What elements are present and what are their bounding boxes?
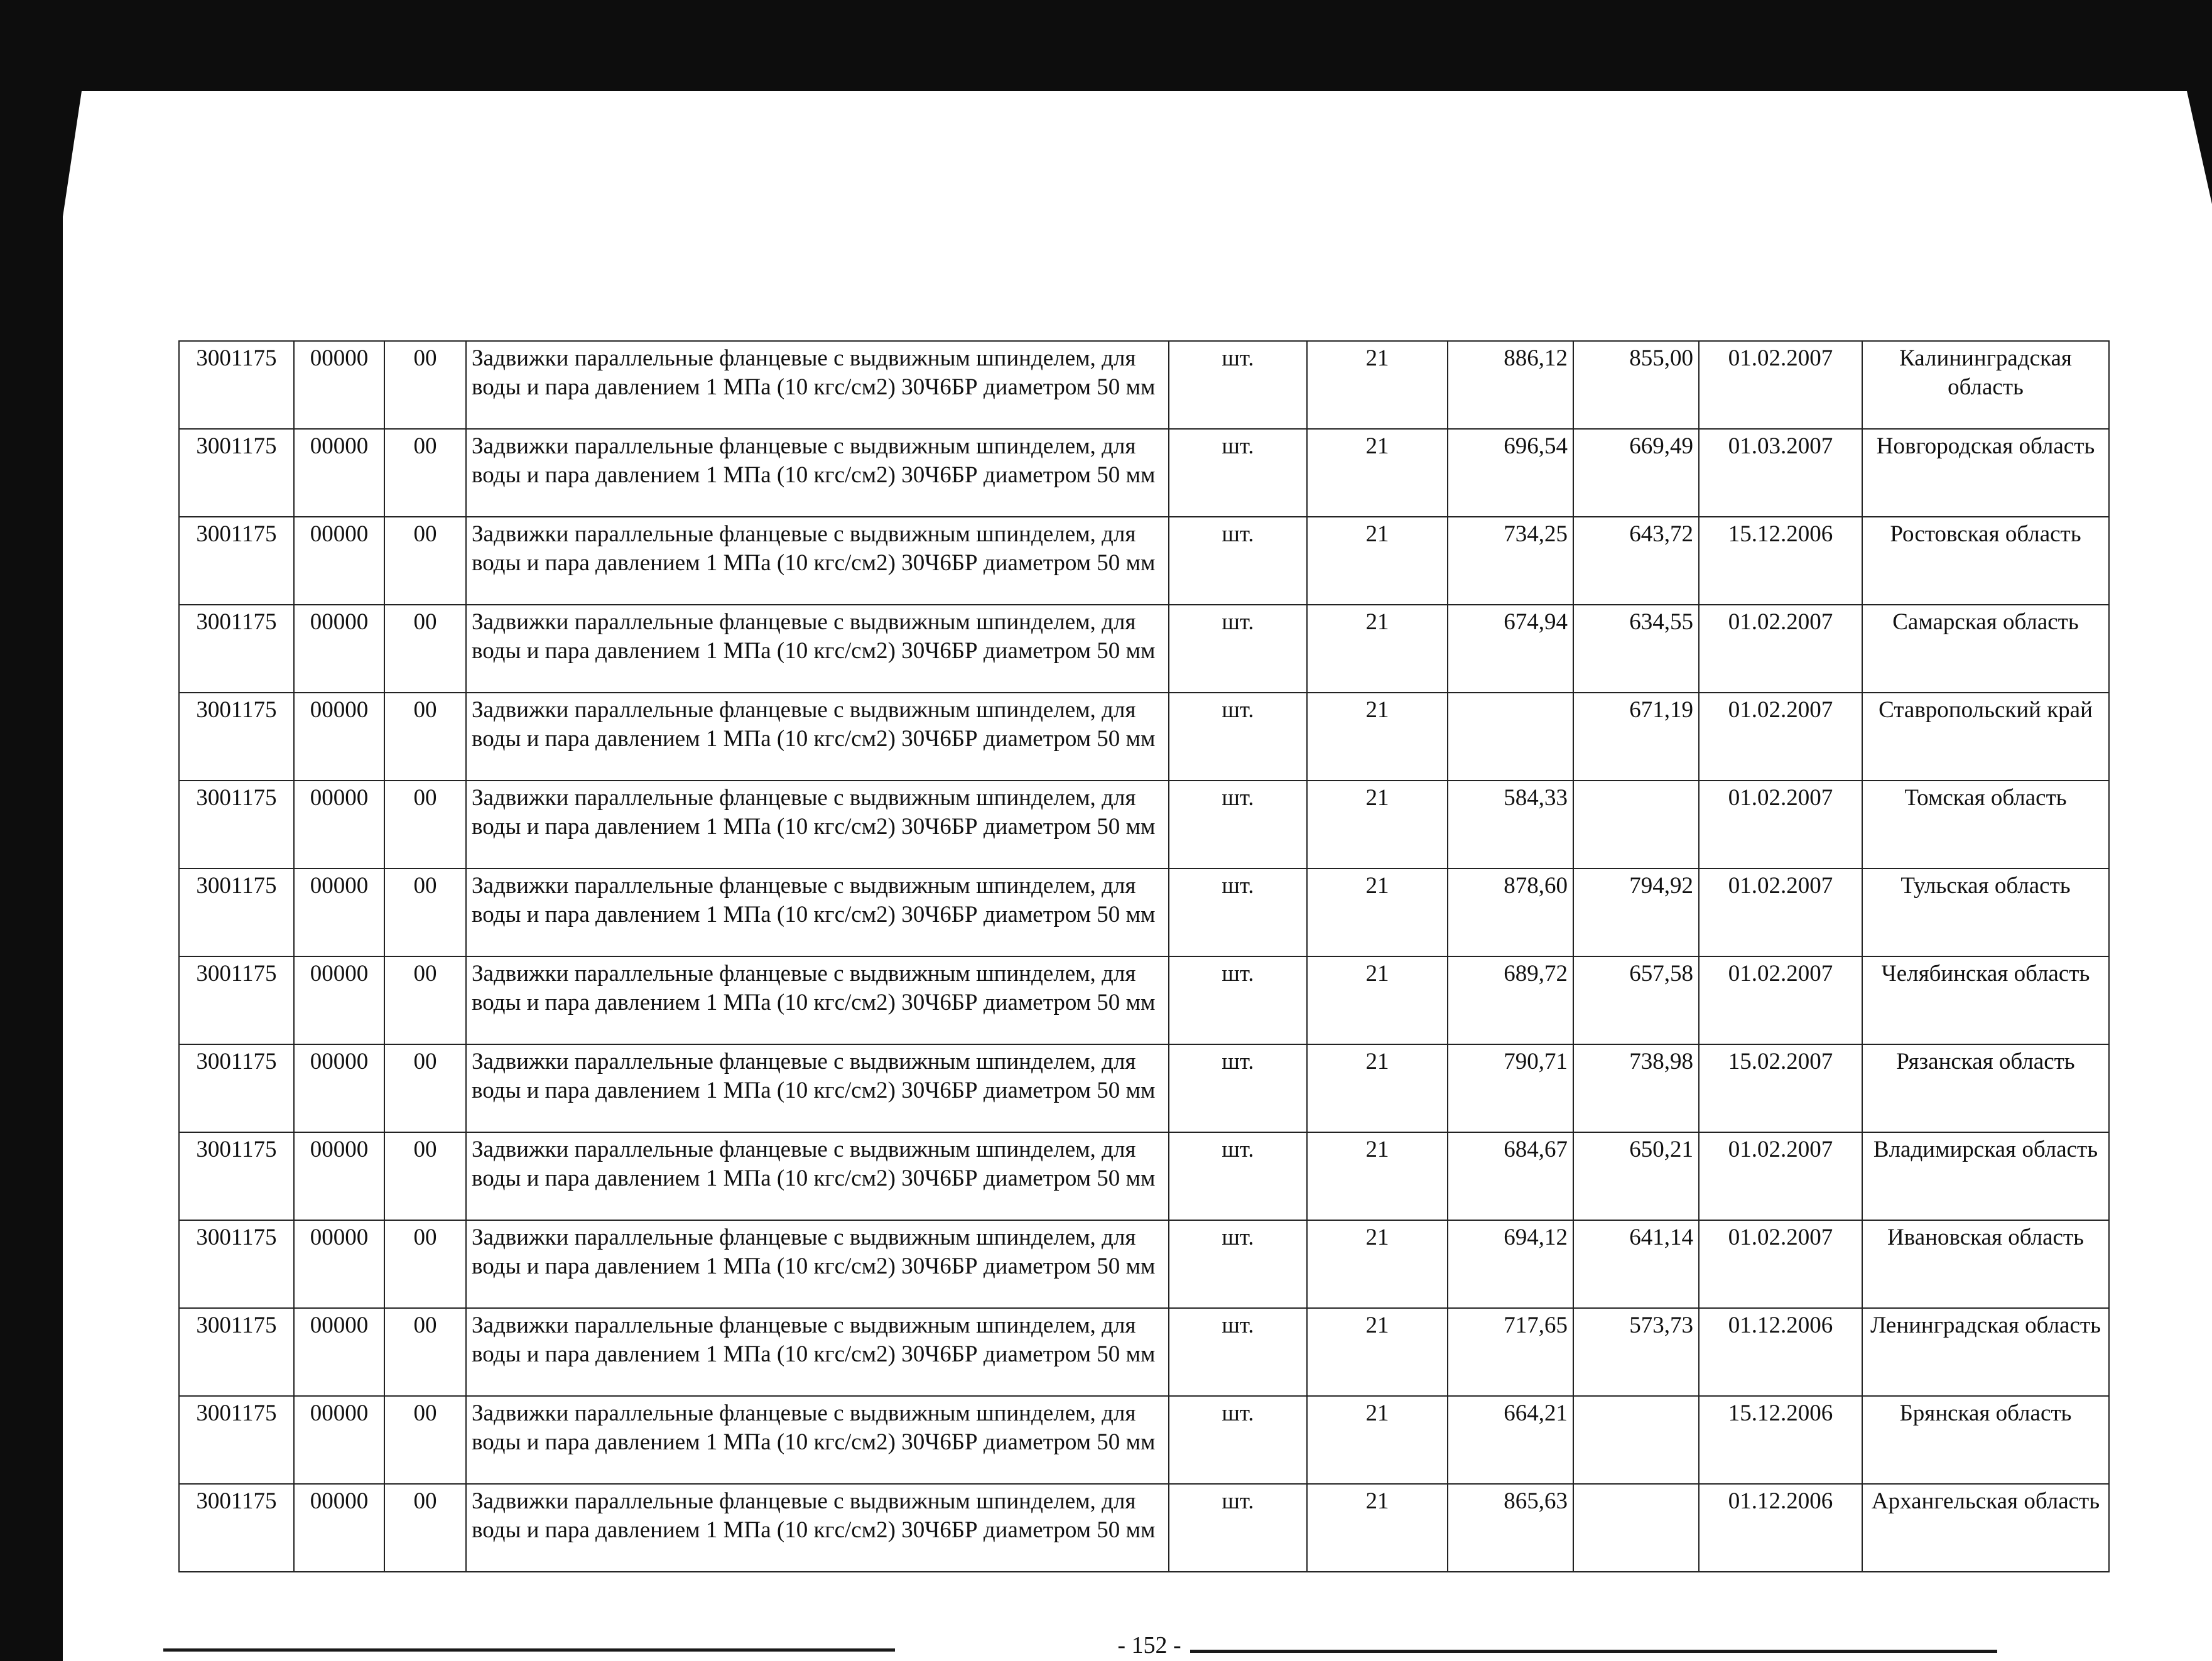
item-code-cell: 3001175	[179, 517, 294, 605]
quantity-cell: 21	[1307, 429, 1448, 517]
item-code-cell: 3001175	[179, 341, 294, 429]
region-cell: Владимирская область	[1862, 1132, 2109, 1220]
item-code-cell: 3001175	[179, 605, 294, 693]
price-without-vat-cell: 855,00	[1573, 341, 1699, 429]
description-cell: Задвижки параллельные фланцевые с выдвижным шпинделем, для воды и пара давлением 1 МПа (10 кгс/см2) 30Ч6БР диаметром 50 мм	[466, 1484, 1169, 1572]
price-without-vat-cell: 650,21	[1573, 1132, 1699, 1220]
description-cell: Задвижки параллельные фланцевые с выдвижным шпинделем, для воды и пара давлением 1 МПа (10 кгс/см2) 30Ч6БР диаметром 50 мм	[466, 1132, 1169, 1220]
version-cell: 00	[384, 956, 466, 1044]
table-row	[179, 956, 2109, 1044]
price-cell: 674,94	[1448, 605, 1573, 693]
table-row	[179, 1044, 2109, 1132]
price-without-vat-cell: 643,72	[1573, 517, 1699, 605]
date-cell: 01.12.2006	[1699, 1484, 1862, 1572]
description-cell: Задвижки параллельные фланцевые с выдвижным шпинделем, для воды и пара давлением 1 МПа (10 кгс/см2) 30Ч6БР диаметром 50 мм	[466, 429, 1169, 517]
quantity-cell: 21	[1307, 693, 1448, 781]
version-cell: 00	[384, 1308, 466, 1396]
item-code-cell: 3001175	[179, 956, 294, 1044]
unit-cell: шт.	[1169, 781, 1307, 868]
description-cell: Задвижки параллельные фланцевые с выдвижным шпинделем, для воды и пара давлением 1 МПа (10 кгс/см2) 30Ч6БР диаметром 50 мм	[466, 1044, 1169, 1132]
description-cell: Задвижки параллельные фланцевые с выдвижным шпинделем, для воды и пара давлением 1 МПа (10 кгс/см2) 30Ч6БР диаметром 50 мм	[466, 605, 1169, 693]
price-cell: 886,12	[1448, 341, 1573, 429]
region-cell: Челябинская область	[1862, 956, 2109, 1044]
sub-code-cell: 00000	[294, 1484, 384, 1572]
price-table	[178, 340, 2110, 1572]
quantity-cell: 21	[1307, 1220, 1448, 1308]
price-without-vat-cell: 634,55	[1573, 605, 1699, 693]
sub-code-cell: 00000	[294, 429, 384, 517]
description-cell: Задвижки параллельные фланцевые с выдвижным шпинделем, для воды и пара давлением 1 МПа (10 кгс/см2) 30Ч6БР диаметром 50 мм	[466, 868, 1169, 956]
price-cell: 734,25	[1448, 517, 1573, 605]
table-row	[179, 1484, 2109, 1572]
unit-cell: шт.	[1169, 1132, 1307, 1220]
sub-code-cell: 00000	[294, 341, 384, 429]
date-cell: 01.03.2007	[1699, 429, 1862, 517]
version-cell: 00	[384, 429, 466, 517]
item-code-cell: 3001175	[179, 1308, 294, 1396]
table-row	[179, 781, 2109, 868]
page-number: - 152 -	[1117, 1632, 1181, 1658]
date-cell: 01.02.2007	[1699, 868, 1862, 956]
region-cell: Ивановская область	[1862, 1220, 2109, 1308]
price-without-vat-cell	[1573, 781, 1699, 868]
table-row	[179, 429, 2109, 517]
scan-edge-right	[2187, 91, 2212, 204]
price-without-vat-cell: 671,19	[1573, 693, 1699, 781]
date-cell: 01.12.2006	[1699, 1308, 1862, 1396]
sub-code-cell: 00000	[294, 1396, 384, 1484]
region-cell: Самарская область	[1862, 605, 2109, 693]
item-code-cell: 3001175	[179, 1044, 294, 1132]
region-cell: Тульская область	[1862, 868, 2109, 956]
price-cell: 865,63	[1448, 1484, 1573, 1572]
sub-code-cell: 00000	[294, 781, 384, 868]
table-row	[179, 517, 2109, 605]
version-cell: 00	[384, 1132, 466, 1220]
item-code-cell: 3001175	[179, 1484, 294, 1572]
table-row	[179, 868, 2109, 956]
price-without-vat-cell	[1573, 1396, 1699, 1484]
table-row	[179, 1132, 2109, 1220]
table-row	[179, 1396, 2109, 1484]
price-cell: 689,72	[1448, 956, 1573, 1044]
region-cell: Ростовская область	[1862, 517, 2109, 605]
price-without-vat-cell: 738,98	[1573, 1044, 1699, 1132]
unit-cell: шт.	[1169, 517, 1307, 605]
item-code-cell: 3001175	[179, 1220, 294, 1308]
region-cell: Ленинградская область	[1862, 1308, 2109, 1396]
sub-code-cell: 00000	[294, 693, 384, 781]
quantity-cell: 21	[1307, 1484, 1448, 1572]
unit-cell: шт.	[1169, 1396, 1307, 1484]
description-cell: Задвижки параллельные фланцевые с выдвижным шпинделем, для воды и пара давлением 1 МПа (10 кгс/см2) 30Ч6БР диаметром 50 мм	[466, 517, 1169, 605]
version-cell: 00	[384, 517, 466, 605]
quantity-cell: 21	[1307, 956, 1448, 1044]
date-cell: 01.02.2007	[1699, 341, 1862, 429]
version-cell: 00	[384, 868, 466, 956]
date-cell: 01.02.2007	[1699, 1132, 1862, 1220]
description-cell: Задвижки параллельные фланцевые с выдвижным шпинделем, для воды и пара давлением 1 МПа (10 кгс/см2) 30Ч6БР диаметром 50 мм	[466, 956, 1169, 1044]
version-cell: 00	[384, 693, 466, 781]
table-row	[179, 605, 2109, 693]
item-code-cell: 3001175	[179, 781, 294, 868]
sub-code-cell: 00000	[294, 1132, 384, 1220]
version-cell: 00	[384, 605, 466, 693]
quantity-cell: 21	[1307, 868, 1448, 956]
scan-edge-left	[63, 91, 82, 217]
description-cell: Задвижки параллельные фланцевые с выдвижным шпинделем, для воды и пара давлением 1 МПа (10 кгс/см2) 30Ч6БР диаметром 50 мм	[466, 341, 1169, 429]
price-without-vat-cell: 669,49	[1573, 429, 1699, 517]
table-row	[179, 1220, 2109, 1308]
item-code-cell: 3001175	[179, 868, 294, 956]
item-code-cell: 3001175	[179, 1396, 294, 1484]
sub-code-cell: 00000	[294, 868, 384, 956]
region-cell: Архангельская область	[1862, 1484, 2109, 1572]
price-cell: 878,60	[1448, 868, 1573, 956]
sub-code-cell: 00000	[294, 1220, 384, 1308]
version-cell: 00	[384, 1484, 466, 1572]
sub-code-cell: 00000	[294, 517, 384, 605]
price-cell: 696,54	[1448, 429, 1573, 517]
unit-cell: шт.	[1169, 605, 1307, 693]
date-cell: 15.12.2006	[1699, 1396, 1862, 1484]
region-cell: Томская область	[1862, 781, 2109, 868]
unit-cell: шт.	[1169, 1484, 1307, 1572]
region-cell: Новгородская область	[1862, 429, 2109, 517]
version-cell: 00	[384, 1220, 466, 1308]
scan-border-left	[0, 0, 63, 1661]
price-without-vat-cell	[1573, 1484, 1699, 1572]
price-without-vat-cell: 794,92	[1573, 868, 1699, 956]
quantity-cell: 21	[1307, 781, 1448, 868]
table-row	[179, 341, 2109, 429]
region-cell: Ставропольский край	[1862, 693, 2109, 781]
price-table-body	[179, 341, 2109, 1572]
quantity-cell: 21	[1307, 1132, 1448, 1220]
date-cell: 15.12.2006	[1699, 517, 1862, 605]
price-cell: 684,67	[1448, 1132, 1573, 1220]
quantity-cell: 21	[1307, 1308, 1448, 1396]
unit-cell: шт.	[1169, 868, 1307, 956]
date-cell: 01.02.2007	[1699, 605, 1862, 693]
quantity-cell: 21	[1307, 605, 1448, 693]
price-without-vat-cell: 641,14	[1573, 1220, 1699, 1308]
price-cell: 664,21	[1448, 1396, 1573, 1484]
price-cell	[1448, 693, 1573, 781]
description-cell: Задвижки параллельные фланцевые с выдвижным шпинделем, для воды и пара давлением 1 МПа (10 кгс/см2) 30Ч6БР диаметром 50 мм	[466, 781, 1169, 868]
unit-cell: шт.	[1169, 1308, 1307, 1396]
description-cell: Задвижки параллельные фланцевые с выдвижным шпинделем, для воды и пара давлением 1 МПа (10 кгс/см2) 30Ч6БР диаметром 50 мм	[466, 1220, 1169, 1308]
item-code-cell: 3001175	[179, 1132, 294, 1220]
price-cell: 694,12	[1448, 1220, 1573, 1308]
description-cell: Задвижки параллельные фланцевые с выдвижным шпинделем, для воды и пара давлением 1 МПа (10 кгс/см2) 30Ч6БР диаметром 50 мм	[466, 1308, 1169, 1396]
unit-cell: шт.	[1169, 429, 1307, 517]
version-cell: 00	[384, 341, 466, 429]
unit-cell: шт.	[1169, 341, 1307, 429]
description-cell: Задвижки параллельные фланцевые с выдвижным шпинделем, для воды и пара давлением 1 МПа (10 кгс/см2) 30Ч6БР диаметром 50 мм	[466, 1396, 1169, 1484]
price-without-vat-cell: 573,73	[1573, 1308, 1699, 1396]
quantity-cell: 21	[1307, 1044, 1448, 1132]
date-cell: 01.02.2007	[1699, 693, 1862, 781]
region-cell: Калининградская область	[1862, 341, 2109, 429]
region-cell: Брянская область	[1862, 1396, 2109, 1484]
item-code-cell: 3001175	[179, 693, 294, 781]
quantity-cell: 21	[1307, 517, 1448, 605]
quantity-cell: 21	[1307, 341, 1448, 429]
date-cell: 01.02.2007	[1699, 956, 1862, 1044]
description-cell: Задвижки параллельные фланцевые с выдвижным шпинделем, для воды и пара давлением 1 МПа (10 кгс/см2) 30Ч6БР диаметром 50 мм	[466, 693, 1169, 781]
sub-code-cell: 00000	[294, 956, 384, 1044]
unit-cell: шт.	[1169, 956, 1307, 1044]
sub-code-cell: 00000	[294, 605, 384, 693]
quantity-cell: 21	[1307, 1396, 1448, 1484]
table-row	[179, 1308, 2109, 1396]
price-cell: 790,71	[1448, 1044, 1573, 1132]
unit-cell: шт.	[1169, 1044, 1307, 1132]
unit-cell: шт.	[1169, 1220, 1307, 1308]
sub-code-cell: 00000	[294, 1044, 384, 1132]
version-cell: 00	[384, 1396, 466, 1484]
region-cell: Рязанская область	[1862, 1044, 2109, 1132]
version-cell: 00	[384, 781, 466, 868]
date-cell: 15.02.2007	[1699, 1044, 1862, 1132]
scan-border-top	[0, 0, 2212, 91]
price-cell: 717,65	[1448, 1308, 1573, 1396]
table-row	[179, 693, 2109, 781]
sub-code-cell: 00000	[294, 1308, 384, 1396]
date-cell: 01.02.2007	[1699, 781, 1862, 868]
price-without-vat-cell: 657,58	[1573, 956, 1699, 1044]
version-cell: 00	[384, 1044, 466, 1132]
date-cell: 01.02.2007	[1699, 1220, 1862, 1308]
price-cell: 584,33	[1448, 781, 1573, 868]
item-code-cell: 3001175	[179, 429, 294, 517]
unit-cell: шт.	[1169, 693, 1307, 781]
footer-rule-right	[1190, 1650, 1997, 1653]
footer-rule-left	[163, 1648, 895, 1652]
